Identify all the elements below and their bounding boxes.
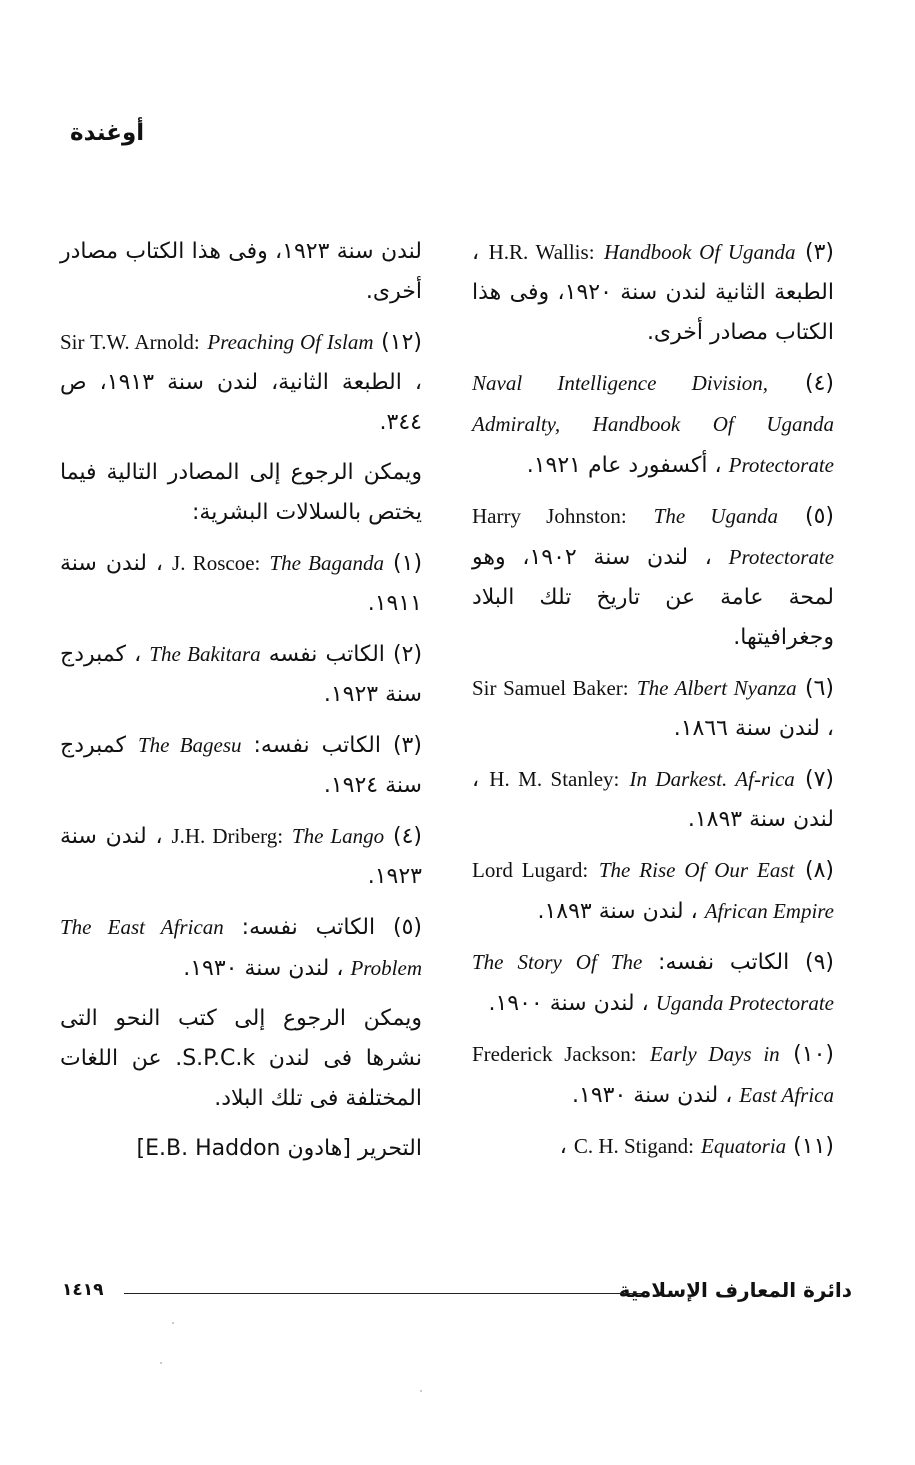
entry-author: C. H. Stigand: bbox=[573, 1134, 694, 1158]
entry-number: (٥) bbox=[392, 915, 422, 940]
left-column bbox=[60, 232, 422, 1179]
scan-speck bbox=[160, 1362, 162, 1364]
bibliography-entry bbox=[60, 999, 422, 1119]
entry-text: لندن سنة ١٩٢٣، وفى هذا الكتاب مصادر أخرى. bbox=[60, 239, 422, 304]
entry-number: (١٠) bbox=[793, 1042, 834, 1067]
bibliography-entry bbox=[472, 668, 834, 749]
scan-speck bbox=[420, 1390, 422, 1392]
entry-author: Lord Lugard: bbox=[472, 858, 589, 882]
bibliography-entry bbox=[472, 1126, 834, 1167]
entry-text: ، لندن سنة ١٩٠٢، وهو لمحة عامة عن تاريخ تلك البلاد وجغرافيتها. bbox=[472, 545, 834, 650]
entry-title: Equatoria bbox=[701, 1134, 787, 1158]
bibliography-entry bbox=[472, 850, 834, 932]
entry-title: In Darkest. Af-rica bbox=[629, 767, 795, 791]
entry-author: الكاتب نفسه bbox=[268, 642, 385, 667]
bibliography-entry bbox=[60, 322, 422, 443]
entry-title: The Bagesu bbox=[137, 733, 242, 757]
entry-title: The Albert Nyanza bbox=[636, 676, 797, 700]
bibliography-entry bbox=[472, 496, 834, 658]
entry-title: The East African Problem bbox=[60, 915, 422, 980]
entry-text: ، bbox=[559, 1134, 567, 1159]
entry-number: (٩) bbox=[804, 950, 834, 975]
entry-author: J.H. Driberg: bbox=[171, 824, 284, 848]
entry-author: Harry Johnston: bbox=[472, 504, 627, 528]
entry-title: The Rise Of Our East African Empire bbox=[598, 858, 834, 923]
entry-text: ، لندن سنة ١٨٦٦. bbox=[673, 716, 834, 741]
entry-author: الكاتب نفسه: bbox=[253, 733, 381, 758]
entry-text: ، أكسفورد عام ١٩٢١. bbox=[526, 453, 722, 478]
running-header: أوغندة bbox=[70, 120, 145, 146]
entry-title: Naval Intelligence Division, Admiralty, Handbook Of Uganda Protectorate bbox=[472, 371, 834, 477]
scan-speck bbox=[172, 1322, 174, 1324]
entry-number: (٢) bbox=[393, 642, 423, 667]
bibliography-entry bbox=[60, 725, 422, 806]
entry-number: (١٢) bbox=[381, 330, 422, 355]
entry-title: The Lango bbox=[291, 824, 385, 848]
entry-number: (٦) bbox=[804, 676, 834, 701]
bibliography-entry bbox=[472, 1034, 834, 1116]
entry-title: Early Days in East Africa bbox=[650, 1042, 834, 1107]
bibliography-entry bbox=[60, 453, 422, 533]
entry-text: ، لندن سنة ١٨٩٣. bbox=[472, 767, 834, 832]
entry-number: (٧) bbox=[804, 767, 834, 792]
entry-title: Preaching Of Islam bbox=[207, 330, 374, 354]
footer-title: دائرة المعارف الإسلامية bbox=[618, 1278, 852, 1302]
entry-number: (٣) bbox=[805, 240, 835, 265]
entry-number: (٥) bbox=[804, 504, 834, 529]
entry-text: ، لندن سنة ١٩١١. bbox=[60, 551, 422, 616]
entry-author: H. M. Stanley: bbox=[489, 767, 620, 791]
entry-text: التحرير [هادون E.B. Haddon] bbox=[136, 1136, 422, 1161]
bibliography-entry bbox=[60, 232, 422, 312]
bibliography-entry bbox=[60, 907, 422, 989]
entry-text: ، لندن سنة ١٩٣٠. bbox=[572, 1083, 733, 1108]
bibliography-entry bbox=[60, 1129, 422, 1169]
bibliography-entry bbox=[60, 634, 422, 715]
entry-text: ، لندن سنة ١٩٣٠. bbox=[183, 956, 344, 981]
entry-number: (١) bbox=[393, 551, 423, 576]
entry-author: Sir T.W. Arnold: bbox=[60, 330, 200, 354]
entry-number: (٨) bbox=[805, 858, 835, 883]
entry-author: J. Roscoe: bbox=[172, 551, 261, 575]
entry-author: الكاتب نفسه: bbox=[658, 950, 790, 975]
entry-text: كمبردج سنة ١٩٢٤. bbox=[60, 733, 422, 798]
entry-text: ، الطبعة الثانية لندن سنة ١٩٢٠، وفى هذا الكتاب مصادر أخرى. bbox=[472, 240, 834, 345]
entry-text: ، لندن سنة ١٨٩٣. bbox=[537, 899, 698, 924]
bibliography-entry bbox=[472, 942, 834, 1024]
entry-title: The Uganda Protectorate bbox=[653, 504, 835, 569]
entry-number: (٤) bbox=[804, 371, 834, 396]
bibliography-entry bbox=[472, 232, 834, 353]
bibliography-entry bbox=[472, 363, 834, 486]
entry-title: The Baganda bbox=[269, 551, 384, 575]
entry-number: (٤) bbox=[392, 824, 422, 849]
page-footer bbox=[62, 1278, 852, 1308]
right-column bbox=[472, 232, 834, 1177]
page-number: ١٤١٩ bbox=[62, 1280, 104, 1300]
entry-text: ، لندن سنة ١٩٢٣. bbox=[60, 824, 422, 889]
entry-text: ، لندن سنة ١٩٠٠. bbox=[488, 991, 649, 1016]
entry-text: ، كمبردج سنة ١٩٢٣. bbox=[60, 642, 422, 707]
entry-title: The Bakitara bbox=[149, 642, 261, 666]
entry-number: (٣) bbox=[392, 733, 422, 758]
entry-author: Frederick Jackson: bbox=[472, 1042, 637, 1066]
entry-author: H.R. Wallis: bbox=[488, 240, 595, 264]
footer-rule bbox=[124, 1293, 642, 1294]
entry-author: Sir Samuel Baker: bbox=[472, 676, 629, 700]
bibliography-entry bbox=[60, 816, 422, 897]
entry-author: الكاتب نفسه: bbox=[241, 915, 376, 940]
entry-title: The Story Of The Uganda Protectorate bbox=[472, 950, 834, 1015]
entry-number: (١١) bbox=[793, 1134, 834, 1159]
entry-text: ، الطبعة الثانية، لندن سنة ١٩١٣، ص ٣٤٤. bbox=[60, 370, 422, 435]
entry-text: ويمكن الرجوع إلى المصادر التالية فيما يختص بالسلالات البشرية: bbox=[60, 460, 422, 525]
entry-title: Handbook Of Uganda bbox=[603, 240, 796, 264]
entry-text: ويمكن الرجوع إلى كتب النحو التى نشرها فى لندن S.P.C.k. عن اللغات المختلفة فى تلك البلاد. bbox=[60, 1006, 422, 1111]
bibliography-entry bbox=[60, 543, 422, 624]
bibliography-entry bbox=[472, 759, 834, 840]
